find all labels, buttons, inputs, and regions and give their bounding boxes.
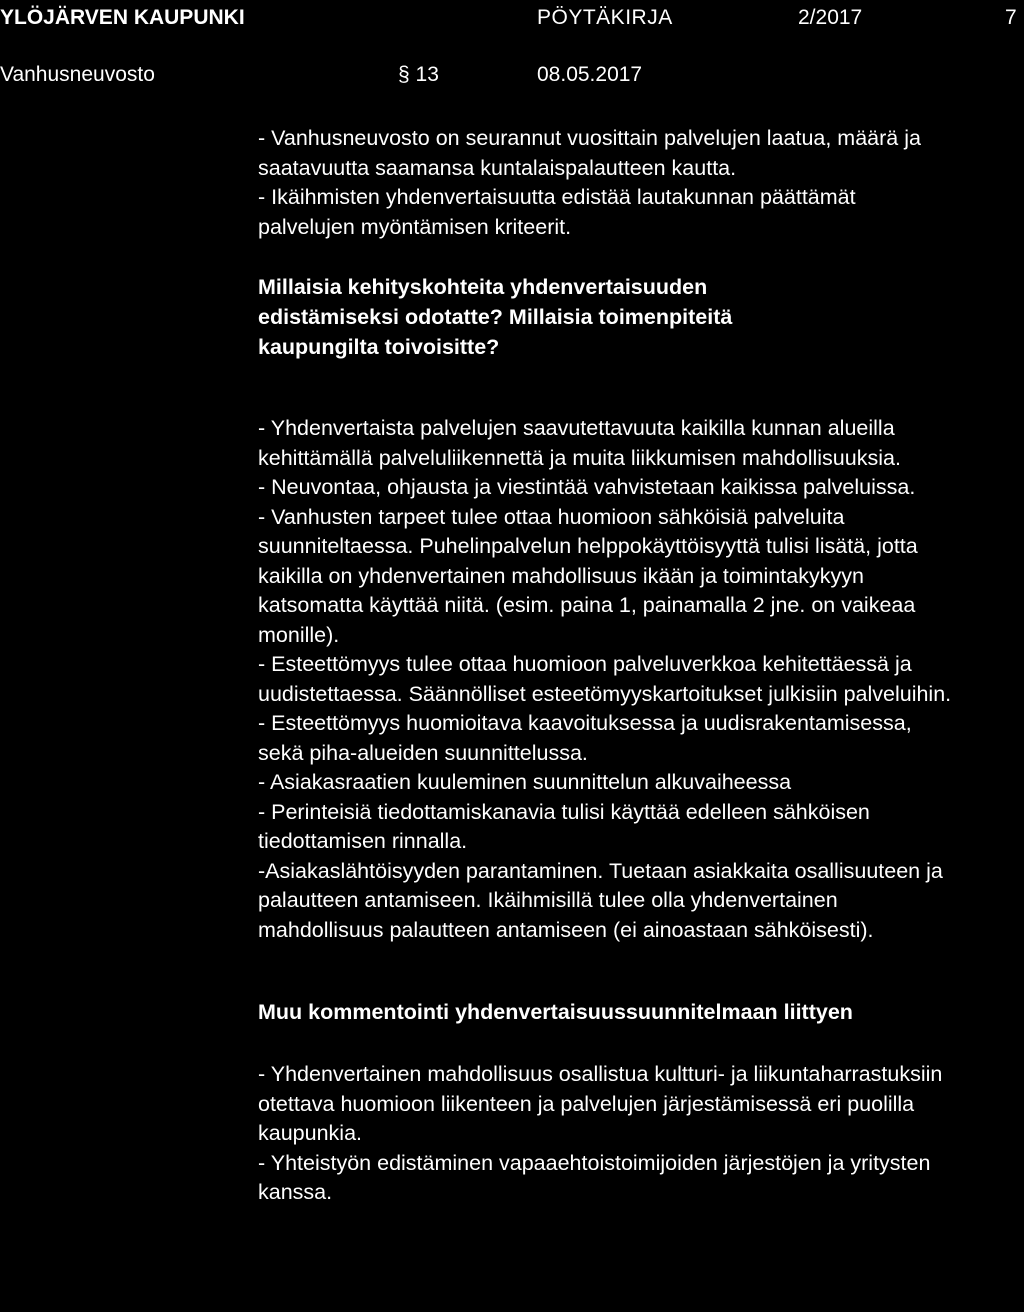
section-heading-development: Millaisia kehityskohteita yhdenvertaisuuden edistämiseksi odotatte? Millaisia toimenpiteitä kaupungilta toivoisitte? <box>258 275 733 359</box>
list-item: - Asiakasraatien kuuleminen suunnittelun alkuvaiheessa <box>258 770 792 794</box>
document-type: PÖYTÄKIRJA <box>537 6 673 29</box>
page-number: 7 <box>1005 6 1017 29</box>
document-number: 2/2017 <box>798 6 863 29</box>
list-item: -Asiakaslähtöisyyden parantaminen. Tuetaan asiakkaita osallisuuteen ja palautteen antamiseen. Ikäihmisillä tulee olla yhdenvertainen mahdollisuus palautteen antamiseen (ei ainoastaan sähköisesti). <box>258 858 943 942</box>
document-body <box>258 124 958 1208</box>
body-name: Vanhusneuvosto <box>0 63 155 86</box>
intro-paragraph-2: - Ikäihmisten yhdenvertaisuutta edistää lautakunnan päättämät palvelujen myöntämisen kriteerit. <box>258 185 856 239</box>
other-comments-list <box>258 1060 958 1208</box>
list-item: - Yhdenvertaista palvelujen saavutettavuuta kaikilla kunnan alueilla kehittämällä palveluliikennettä ja muita liikkumisen mahdollisuuksia. <box>258 416 901 470</box>
section-number: § 13 <box>398 63 439 86</box>
list-item: - Esteettömyys huomioitava kaavoituksessa ja uudisrakentamisessa, sekä piha-alueiden suunnittelussa. <box>258 711 912 765</box>
list-item: - Vanhusten tarpeet tulee ottaa huomioon sähköisiä palveluita suunniteltaessa. Puhelinpalvelun helppokäyttöisyyttä tulisi lisätä, jotta kaikilla on yhdenvertainen mahdollisuus ikään ja toimintakykyyn katsomatta käyttää niitä. (esim. paina 1, painamalla 2 jne. on vaikeaa monille). <box>258 504 918 647</box>
list-item: - Esteettömyys tulee ottaa huomioon palveluverkkoa kehitettäessä ja uudistettaessa. Säännölliset esteetömyyskartoitukset julkisiin palveluihin. <box>258 652 952 706</box>
list-item: - Yhdenvertainen mahdollisuus osallistua kultturi- ja liikuntaharrastuksiin otettava huomioon liikenteen ja palvelujen järjestämisessä eri puolilla kaupunkia. <box>258 1062 943 1145</box>
development-list <box>258 414 958 945</box>
intro-paragraph-1: - Vanhusneuvosto on seurannut vuosittain palvelujen laatua, määrä ja saatavuutta saamansa kuntalaispalautteen kautta. <box>258 126 921 180</box>
organization-name: YLÖJÄRVEN KAUPUNKI <box>0 6 245 29</box>
meeting-date: 08.05.2017 <box>537 63 643 86</box>
section-heading-other-comments: Muu kommentointi yhdenvertaisuussuunnitelmaan liittyen <box>258 1000 853 1024</box>
list-item: - Yhteistyön edistäminen vapaaehtoistoimijoiden järjestöjen ja yritysten kanssa. <box>258 1150 931 1204</box>
list-item: - Perinteisiä tiedottamiskanavia tulisi käyttää edelleen sähköisen tiedottamisen rinnalla. <box>258 799 870 853</box>
list-item: - Neuvontaa, ohjausta ja viestintää vahvistetaan kaikissa palveluissa. <box>258 475 916 499</box>
